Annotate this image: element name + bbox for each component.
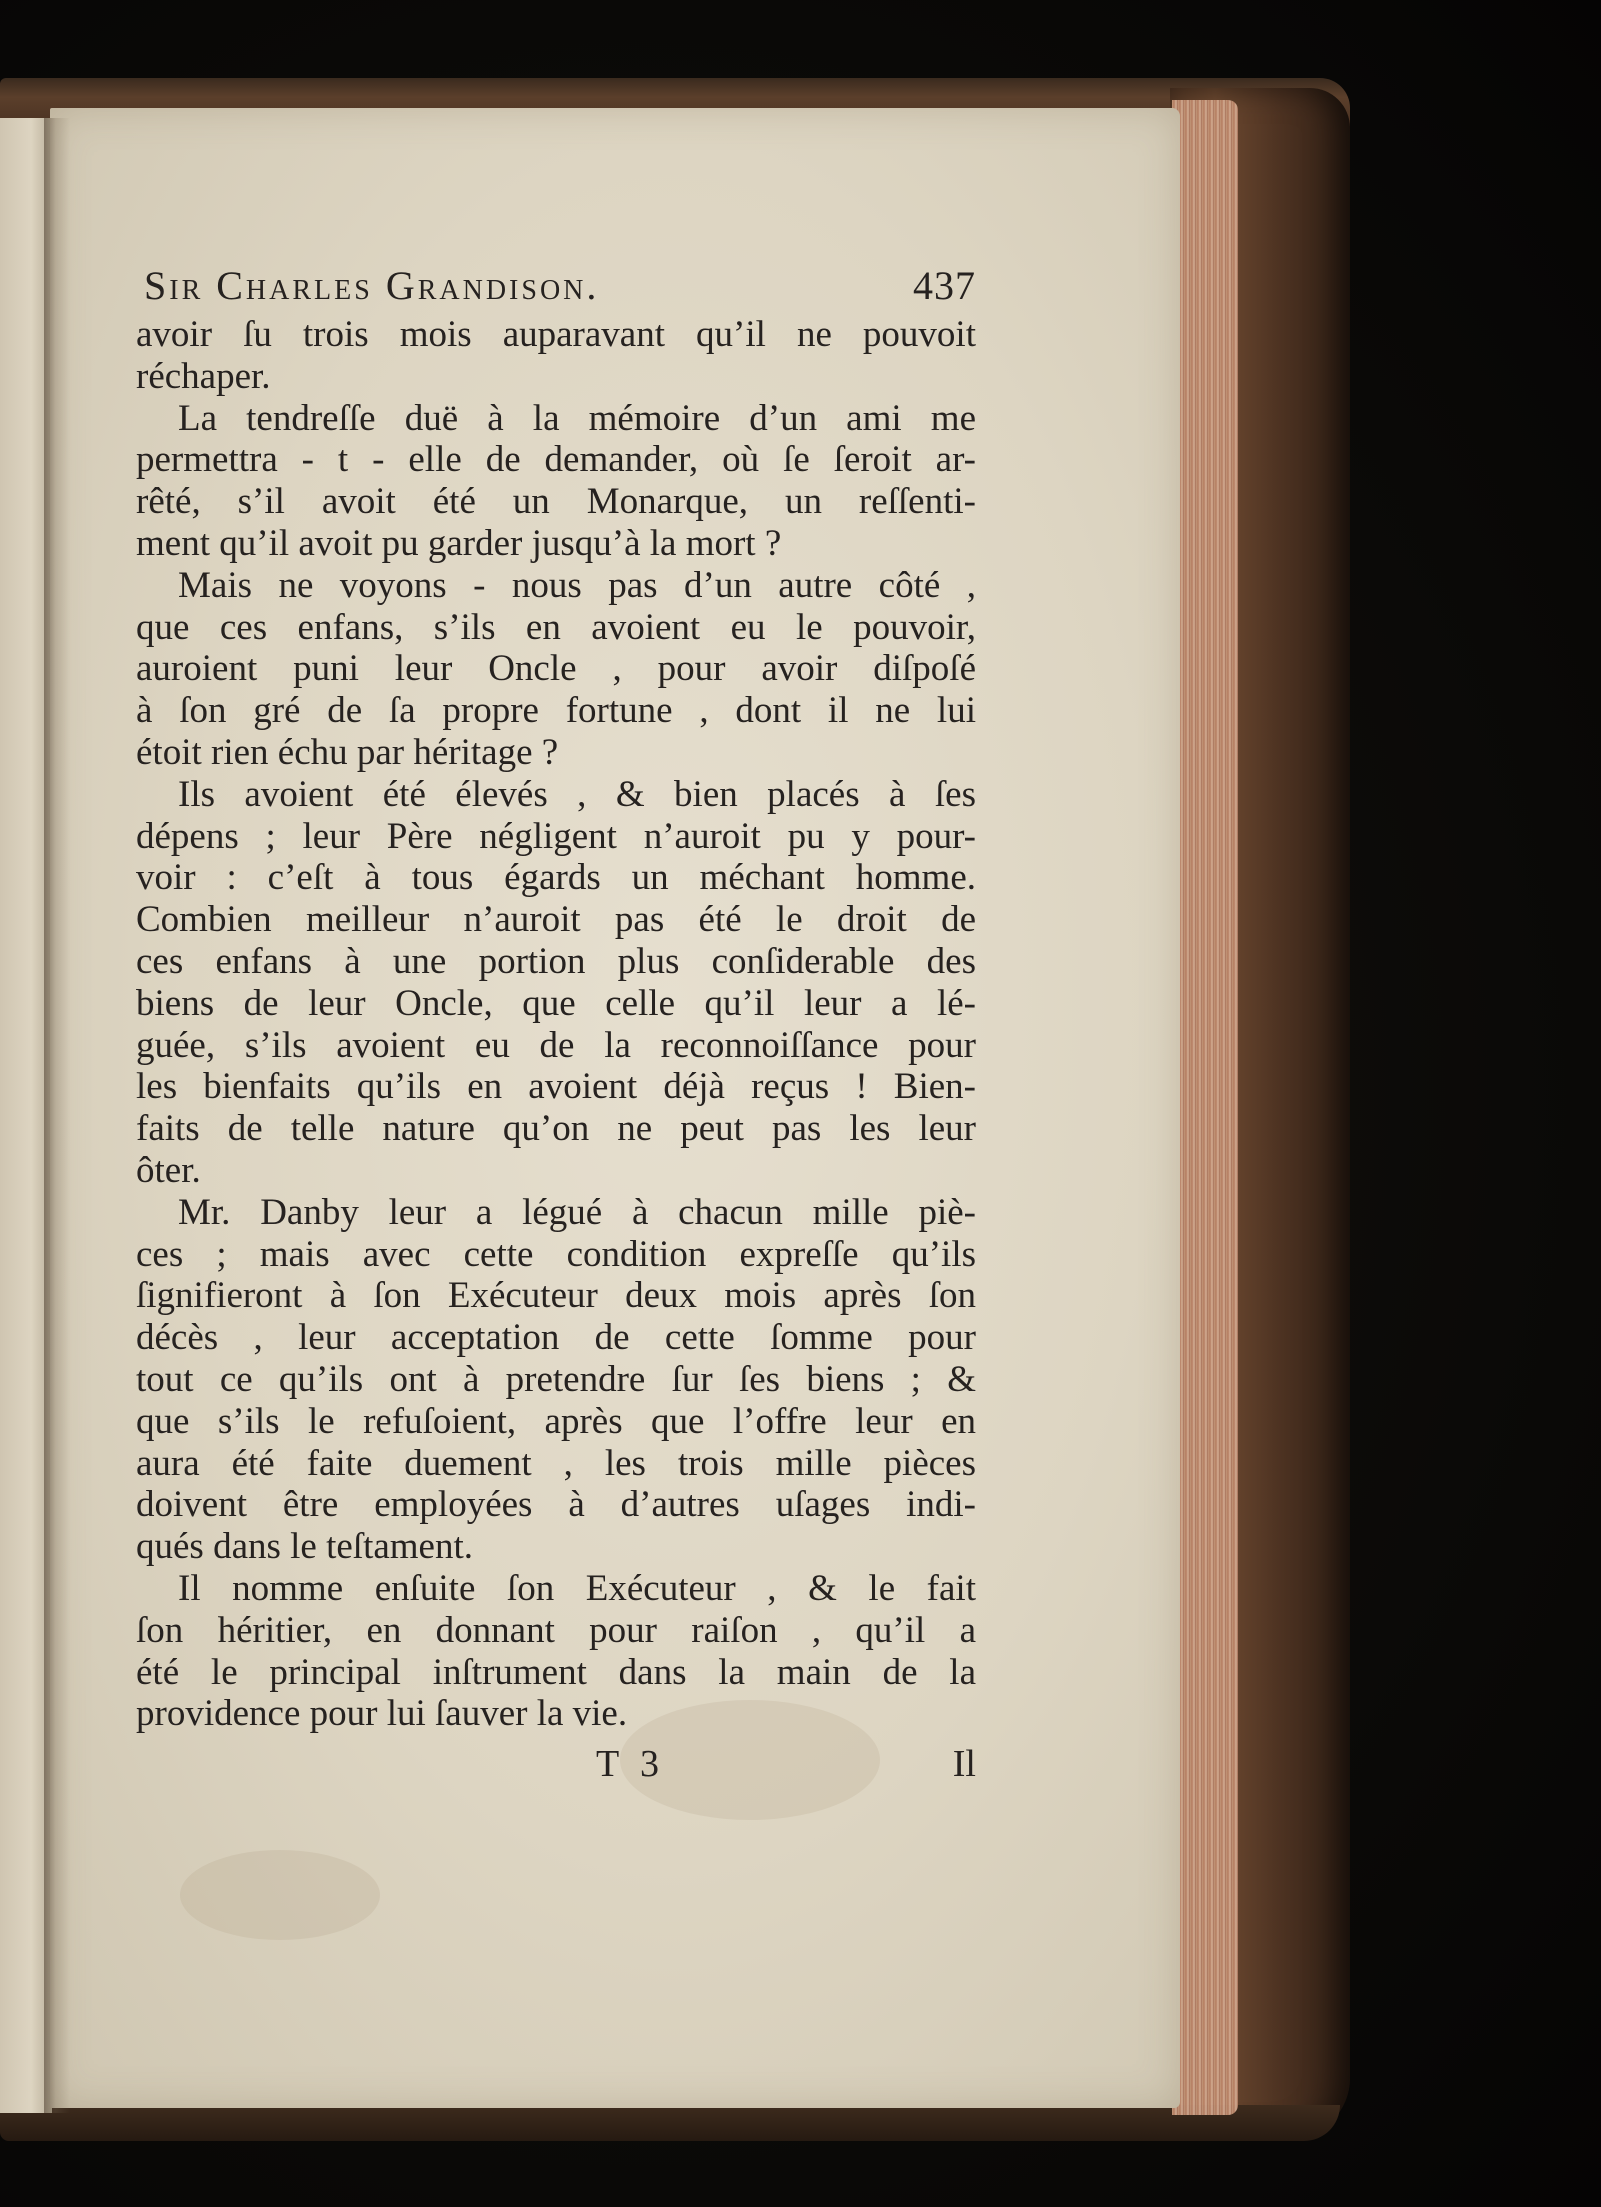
text-line: ſignifieront à ſon Exécuteur deux mois après ſon xyxy=(136,1275,976,1317)
text-line: ſon héritier, en donnant pour raiſon , qu’il a xyxy=(136,1609,976,1651)
running-head-title-text: Sir Charles Grandison. xyxy=(144,263,600,308)
text-line: que ces enfans, s’ils en avoient eu le pouvoir, xyxy=(136,606,976,648)
paper-stain xyxy=(180,1850,380,1940)
text-line: réchaper. xyxy=(136,355,271,397)
text-line: Mais ne voyons - nous pas d’un autre côté , xyxy=(178,564,976,606)
text-line: ôter. xyxy=(136,1149,201,1191)
text-line: dépens ; leur Père négligent n’auroit pu y pour- xyxy=(136,815,976,857)
text-line: auroient puni leur Oncle , pour avoir diſpoſé xyxy=(136,648,976,690)
text-line: ces enfans à une portion plus conſiderable des xyxy=(136,940,976,982)
text-line: avoir ſu trois mois auparavant qu’il ne pouvoit xyxy=(136,314,976,355)
text-line: les bienfaits qu’ils en avoient déjà reçus ! Bien- xyxy=(136,1066,976,1108)
text-line: faits de telle nature qu’on ne peut pas les leur xyxy=(136,1108,976,1150)
text-line: biens de leur Oncle, que celle qu’il leur a lé- xyxy=(136,982,976,1024)
text-line: La tendreſſe duë à la mémoire d’un ami me xyxy=(178,397,976,439)
text-line: à ſon gré de ſa propre fortune , dont il ne lui xyxy=(136,690,976,732)
text-line: doivent être employées à d’autres uſages indi- xyxy=(136,1484,976,1526)
text-line: ces ; mais avec cette condition expreſſe qu’ils xyxy=(136,1233,976,1275)
running-head-title xyxy=(144,258,599,314)
text-line: étoit rien échu par héritage ? xyxy=(136,731,559,773)
text-line: tout ce qu’ils ont à pretendre ſur ſes biens ; & xyxy=(136,1358,976,1400)
page-gutter xyxy=(44,118,70,2113)
page-edges xyxy=(1172,100,1238,2115)
body-text xyxy=(136,314,976,1735)
text-line: Combien meilleur n’auroit pas été le droit de xyxy=(136,899,976,941)
text-line: ment qu’il avoit pu garder jusqu’à la mort ? xyxy=(136,522,782,564)
text-line: rêté, s’il avoit été un Monarque, un reſſenti- xyxy=(136,481,976,523)
text-line: été le principal inſtrument dans la main de la xyxy=(136,1651,976,1693)
text-line: Il nomme enſuite ſon Exécuteur , & le fait xyxy=(178,1567,976,1609)
text-line: que s’ils le refuſoient, après que l’offre leur en xyxy=(136,1400,976,1442)
running-head xyxy=(136,258,976,314)
signature-mark: T 3 xyxy=(596,1743,666,1786)
text-line: Mr. Danby leur a légué à chacun mille piè- xyxy=(178,1191,976,1233)
text-line: décès , leur acceptation de cette ſomme pour xyxy=(136,1317,976,1359)
page-number: 437 xyxy=(913,263,976,308)
book-cover-bottom xyxy=(0,2105,1340,2141)
text-line: permettra - t - elle de demander, où ſe ſeroit ar- xyxy=(136,439,976,481)
text-line: aura été faite duement , les trois mille pièces xyxy=(136,1442,976,1484)
text-line: voir : c’eſt à tous égards un méchant homme. xyxy=(136,857,976,899)
catchword: Il xyxy=(952,1743,976,1786)
text-line: qués dans le teſtament. xyxy=(136,1526,474,1568)
text-line: providence pour lui ſauver la vie. xyxy=(136,1693,628,1735)
text-line: Ils avoient été élevés , & bien placés à ſes xyxy=(178,773,976,815)
text-line: guée, s’ils avoient eu de la reconnoiſſance pour xyxy=(136,1024,976,1066)
page-footer xyxy=(136,1739,976,1789)
page-text-block xyxy=(136,258,976,1789)
